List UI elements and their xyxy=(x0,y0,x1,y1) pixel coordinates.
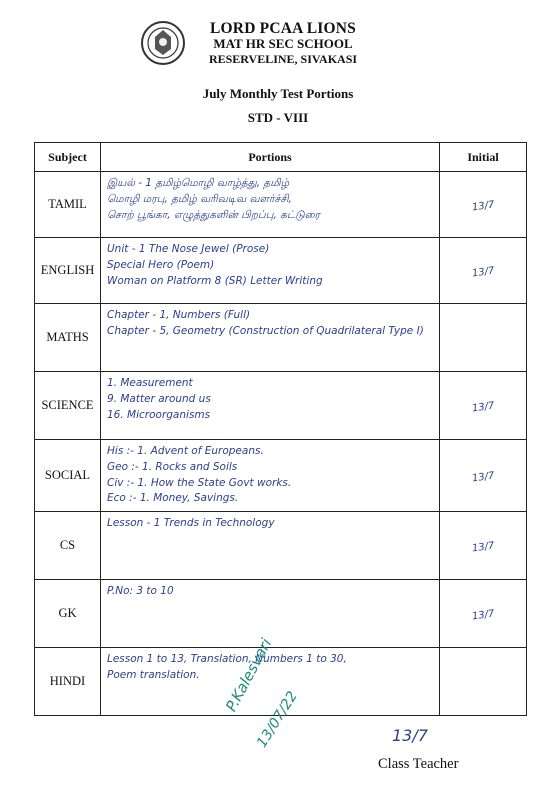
subject-cell: GK xyxy=(35,580,101,648)
portions-cell xyxy=(101,172,440,238)
table-row xyxy=(35,304,527,372)
portion-line: Woman on Platform 8 (SR) Letter Writing xyxy=(107,274,323,287)
teacher-initial: 13/7 xyxy=(471,198,495,214)
portion-line: இயல் - 1 தமிழ்மொழி வாழ்த்து, தமிழ் xyxy=(107,177,290,189)
table-row xyxy=(35,372,527,440)
school-logo xyxy=(140,20,186,66)
document-title: July Monthly Test Portions xyxy=(202,86,354,101)
school-subtitle: MAT HR SEC SCHOOL xyxy=(213,36,353,52)
initial-cell xyxy=(440,372,527,440)
subject-cell: TAMIL xyxy=(35,172,101,238)
standard-label: STD - VIII xyxy=(247,110,309,125)
column-header-portions: Portions xyxy=(101,143,440,172)
teacher-initial: 13/7 xyxy=(471,607,495,623)
portions-cell xyxy=(101,440,440,512)
portion-line: 16. Microorganisms xyxy=(107,408,211,421)
portion-line: Unit - 1 The Nose Jewel (Prose) xyxy=(107,243,270,255)
column-header-subject: Subject xyxy=(35,143,101,172)
subject-cell: SOCIAL xyxy=(35,440,101,512)
initial-cell xyxy=(440,580,527,648)
portion-line: Eco :- 1. Money, Savings. xyxy=(107,492,239,505)
table-row xyxy=(35,512,527,580)
table-row xyxy=(35,238,527,304)
portion-line: Geo :- 1. Rocks and Soils xyxy=(107,460,238,473)
teacher-initial: 13/7 xyxy=(471,469,495,485)
teacher-initial: 13/7 xyxy=(471,399,495,415)
portion-line: சொற் பூங்கா, எழுத்துகளின் பிறப்பு, கட்டுரை xyxy=(107,208,320,221)
teacher-initial: 13/7 xyxy=(471,539,495,555)
teacher-initial: 13/7 xyxy=(471,264,495,280)
portion-line: Lesson - 1 Trends in Technology xyxy=(107,517,275,529)
subject-cell: ENGLISH xyxy=(35,238,101,304)
table-row xyxy=(35,172,527,238)
handwritten-signature: P.Kalesvari xyxy=(222,635,276,715)
class-teacher-initial: 13/7 xyxy=(392,726,428,745)
subject-cell: MATHS xyxy=(35,304,101,372)
initial-cell xyxy=(440,172,527,238)
column-header-initial: Initial xyxy=(440,143,527,172)
portions-cell xyxy=(101,648,440,716)
portion-line: Special Hero (Poem) xyxy=(107,258,215,271)
subject-cell: SCIENCE xyxy=(35,372,101,440)
portion-line: His :- 1. Advent of Europeans. xyxy=(107,445,264,457)
portion-line: Civ :- 1. How the State Govt works. xyxy=(107,476,292,489)
school-header xyxy=(198,20,368,67)
initial-cell xyxy=(440,238,527,304)
table-row xyxy=(35,580,527,648)
portion-line: Chapter - 1, Numbers (Full) xyxy=(107,309,251,321)
subject-cell: HINDI xyxy=(35,648,101,716)
table-row xyxy=(35,440,527,512)
portions-cell xyxy=(101,238,440,304)
class-teacher-label: Class Teacher xyxy=(378,756,459,772)
school-name: LORD PCAA LIONS xyxy=(210,20,356,37)
table-header-row xyxy=(35,143,527,172)
portion-line: 1. Measurement xyxy=(107,377,193,389)
portions-cell xyxy=(101,512,440,580)
portions-cell xyxy=(101,580,440,648)
portions-cell xyxy=(101,304,440,372)
initial-cell xyxy=(440,648,527,716)
initial-cell xyxy=(440,512,527,580)
portion-line: 9. Matter around us xyxy=(107,392,211,405)
initial-cell xyxy=(440,304,527,372)
subject-cell: CS xyxy=(35,512,101,580)
signature-date: 13/07/22 xyxy=(254,688,301,751)
portion-line: P.No: 3 to 10 xyxy=(107,585,174,597)
initial-cell xyxy=(440,440,527,512)
portion-line: Chapter - 5, Geometry (Construction of Quadrilateral Type I) xyxy=(107,324,424,337)
portions-table xyxy=(34,142,527,716)
portions-cell xyxy=(101,372,440,440)
school-location: RESERVELINE, SIVAKASI xyxy=(208,52,358,67)
portion-line: Poem translation. xyxy=(107,668,200,681)
portion-line: Lesson 1 to 13, Translation, Numbers 1 to 30, xyxy=(107,653,347,665)
portion-line: மொழி மரபு, தமிழ் வரிவடிவ வளர்ச்சி, xyxy=(107,192,292,205)
